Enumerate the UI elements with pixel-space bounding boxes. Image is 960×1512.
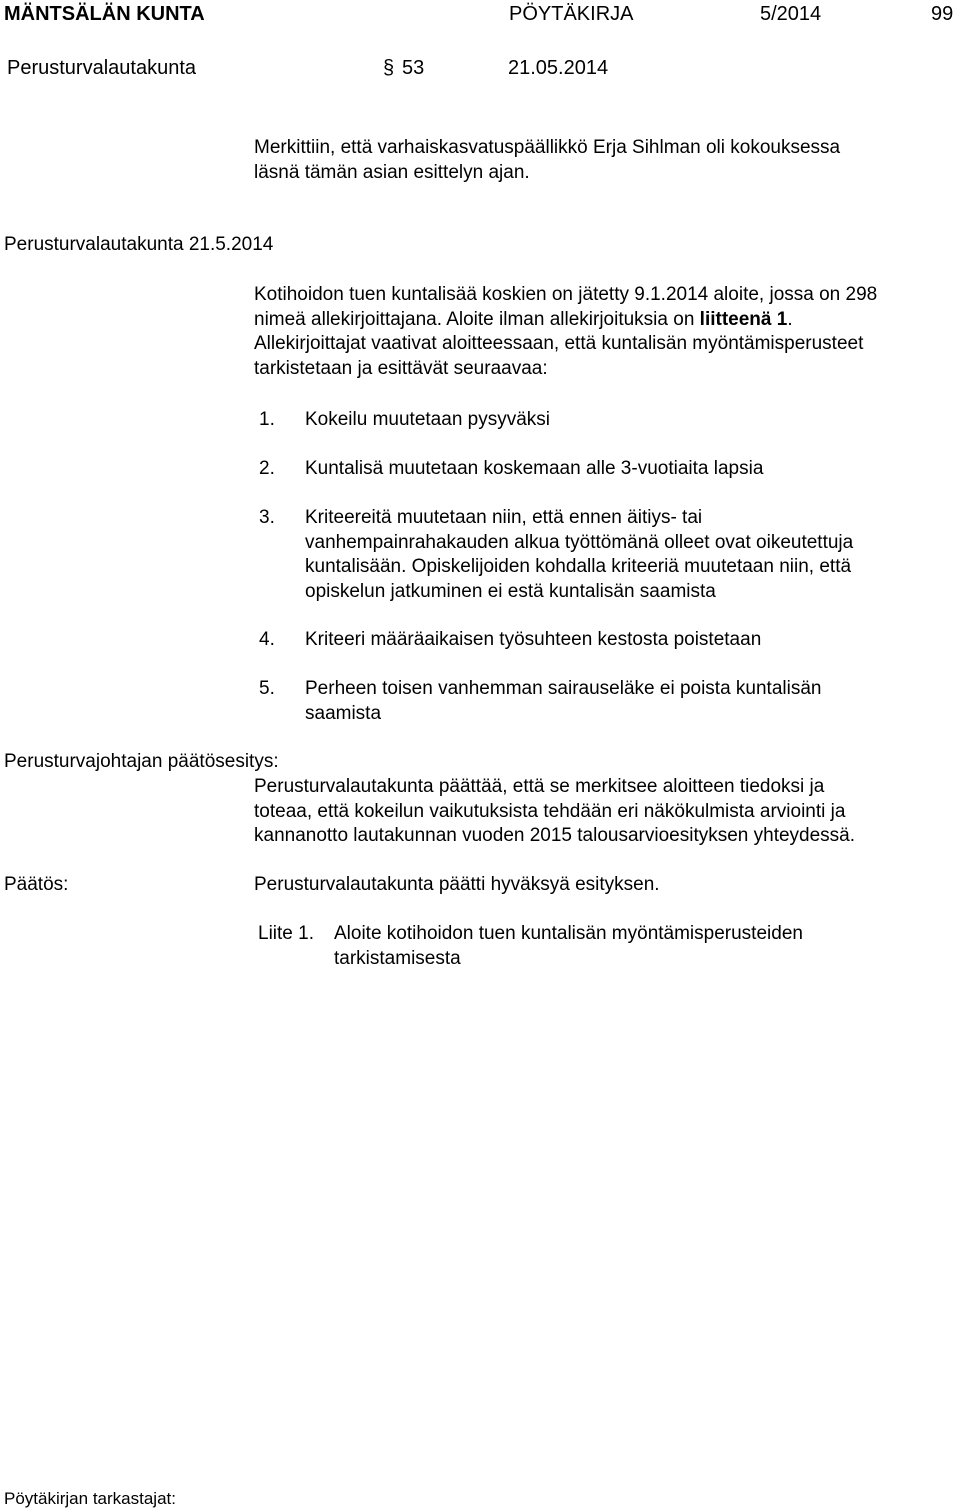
list-item-line: opiskelun jatkuminen ei estä kuntalisän saamista [305, 580, 716, 602]
list-number: 5. [259, 678, 275, 699]
meeting-heading: Perusturvalautakunta 21.5.2014 [4, 234, 274, 255]
proposal-label: Perusturvajohtajan päätösesitys: [4, 751, 279, 772]
body-line [254, 308, 877, 333]
list-number: 3. [259, 507, 275, 528]
document-type: PÖYTÄKIRJA [509, 3, 634, 25]
decision-label: Päätös: [4, 874, 69, 895]
list-item-line: Kuntalisä muutetaan koskemaan alle 3-vuotiaita lapsia [305, 458, 764, 479]
reviewers-label: Pöytäkirjan tarkastajat: [4, 1489, 176, 1508]
decision-text: Perusturvalautakunta päätti hyväksyä esityksen. [254, 874, 660, 895]
list-item [305, 677, 821, 726]
list-item-line: kuntalisään. Opiskelijoiden kohdalla kriteeriä muutetaan niin, että [305, 556, 852, 577]
list-item [305, 457, 763, 482]
list-number: 1. [259, 409, 275, 430]
list-item-line: Kokeilu muutetaan pysyväksi [305, 409, 551, 430]
proposal-line: toteaa, että kokeilun vaikutuksista tehdään eri näkökulmista arviointi ja [254, 800, 846, 822]
list-item [305, 628, 761, 653]
intro-line: läsnä tämän asian esittelyn ajan. [254, 161, 530, 183]
intro-note [254, 136, 840, 185]
body-paragraph [254, 283, 877, 381]
list-number: 4. [259, 629, 275, 650]
list-item-line: Kriteereitä muutetaan niin, että ennen äitiys- tai [305, 507, 703, 528]
body-text: nimeä allekirjoittajana. Aloite ilman allekirjoituksia on [254, 308, 700, 330]
section-symbol: § [383, 57, 395, 79]
list-item-line: Kriteeri määräaikaisen työsuhteen kestosta poistetaan [305, 629, 762, 650]
document-number: 5/2014 [760, 3, 822, 25]
attachment-line: tarkistamisesta [334, 947, 461, 969]
page-number: 99 [931, 3, 954, 25]
attachment-reference: liitteenä 1 [699, 308, 788, 330]
list-number: 2. [259, 458, 275, 479]
list-item-line: vanhempainrahakauden alkua työttömänä olleet ovat oikeutettuja [305, 531, 854, 553]
list-item [305, 506, 853, 604]
body-line: Allekirjoittajat vaativat aloitteessaan, että kuntalisän myöntämisperusteet [254, 333, 864, 354]
body-text: . [787, 308, 793, 330]
proposal-line: kannanotto lautakunnan vuoden 2015 talousarvioesityksen yhteydessä. [254, 825, 856, 846]
meeting-date: 21.05.2014 [508, 57, 609, 79]
list-item-line: saamista [305, 702, 382, 724]
proposal-text [254, 775, 855, 849]
attachment-title [334, 922, 803, 971]
section-number: 53 [402, 57, 425, 79]
attachment-line: Aloite kotihoidon tuen kuntalisän myöntämisperusteiden [334, 923, 803, 944]
proposal-line: Perusturvalautakunta päättää, että se merkitsee aloitteen tiedoksi ja [254, 776, 825, 797]
body-line: Kotihoidon tuen kuntalisää koskien on jätetty 9.1.2014 aloite, jossa on 298 [254, 284, 878, 305]
body-line: tarkistetaan ja esittävät seuraavaa: [254, 357, 548, 379]
committee-name: Perusturvalautakunta [7, 57, 197, 79]
list-item-line: Perheen toisen vanhemman sairauseläke ei poista kuntalisän [305, 678, 822, 699]
municipality-name: MÄNTSÄLÄN KUNTA [4, 3, 205, 25]
intro-line: Merkittiin, että varhaiskasvatuspäällikkö Erja Sihlman oli kokouksessa [254, 137, 841, 158]
attachment-label: Liite 1. [258, 923, 314, 944]
list-item [305, 408, 550, 433]
